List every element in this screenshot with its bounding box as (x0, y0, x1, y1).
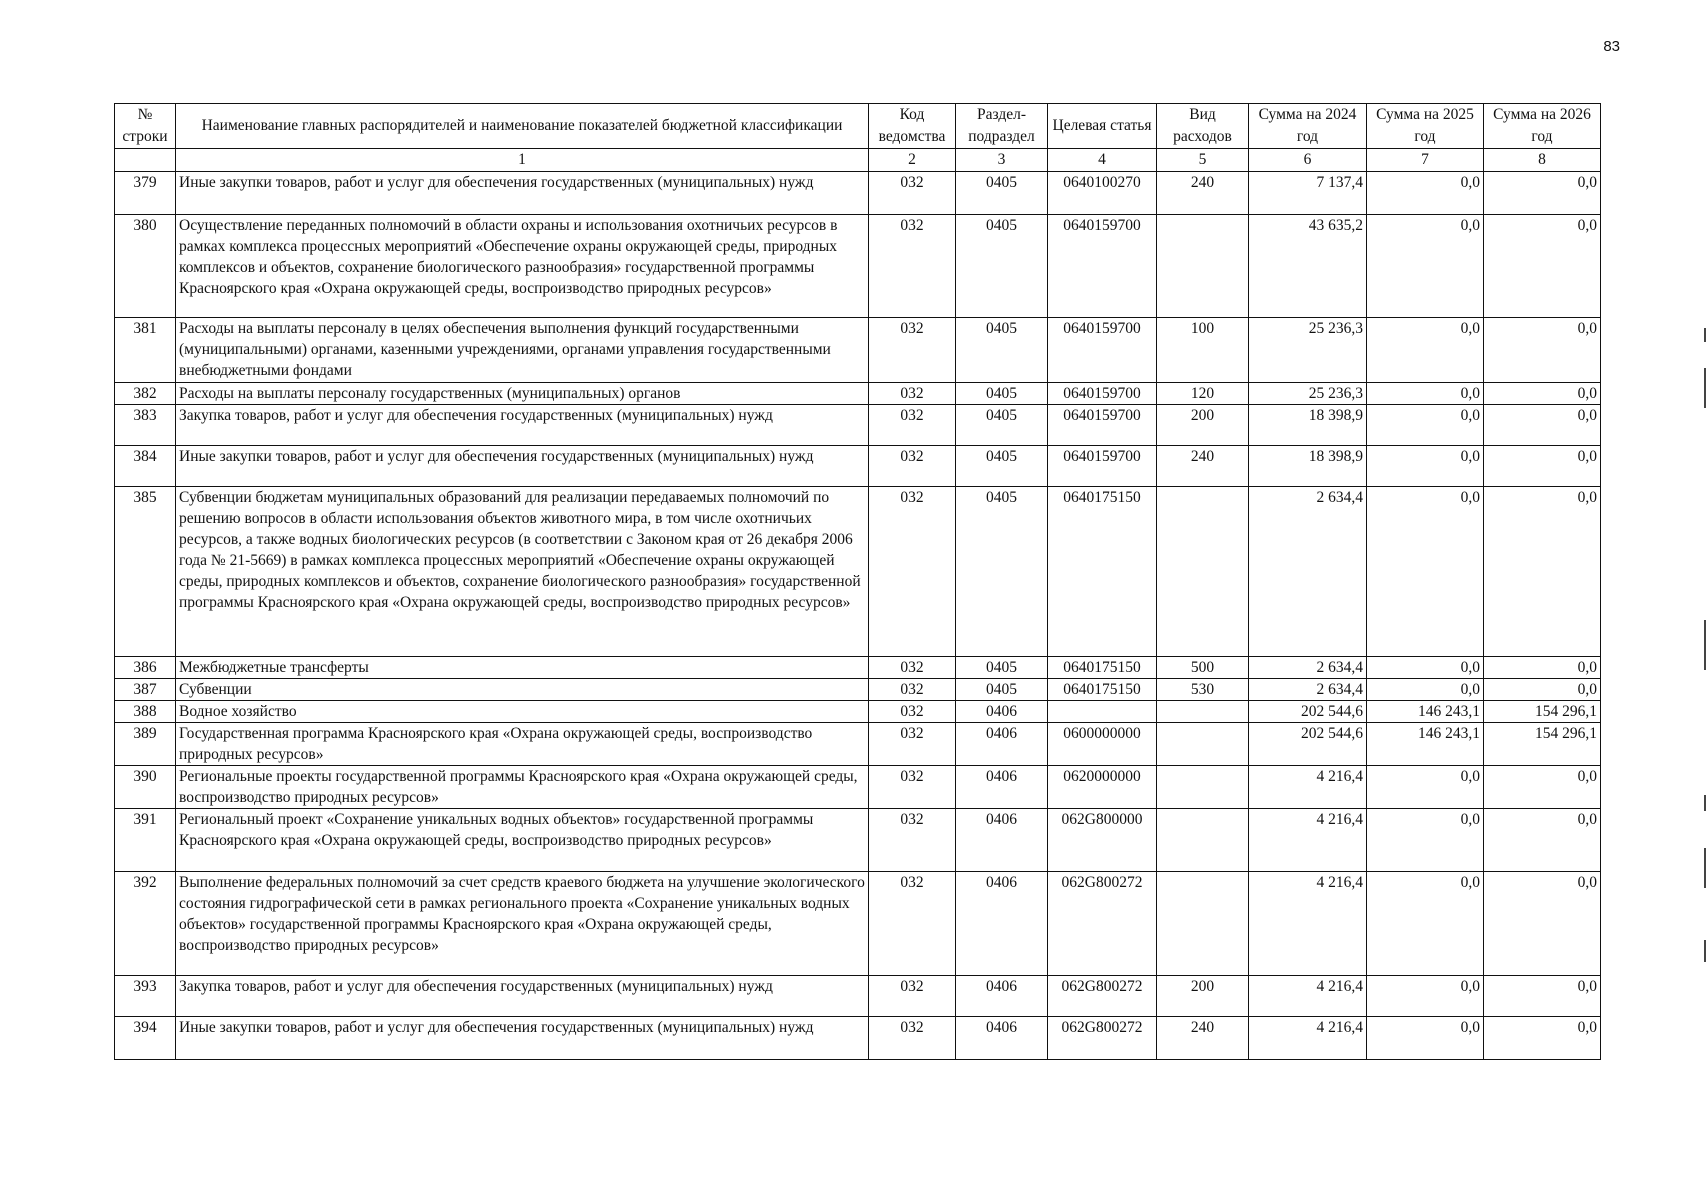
cell-s2024: 4 216,4 (1249, 809, 1367, 872)
cell-s2026: 0,0 (1484, 405, 1601, 446)
cell-num: 392 (115, 872, 176, 976)
cell-code: 032 (869, 487, 956, 657)
cell-code: 032 (869, 446, 956, 487)
header-section: Раздел-подраздел (956, 104, 1048, 149)
cell-num: 381 (115, 318, 176, 383)
cell-tgt: 0620000000 (1048, 766, 1157, 809)
cell-code: 032 (869, 872, 956, 976)
cell-s2026: 0,0 (1484, 809, 1601, 872)
budget-table (114, 103, 1601, 1060)
header-num: № строки (115, 104, 176, 149)
cell-code: 032 (869, 701, 956, 723)
cell-name: Выполнение федеральных полномочий за счет средств краевого бюджета на улучшение экологического состояния гидрографической сети в рамках регионального проекта «Сохранение уникальных водных объектов» государственной программы Красноярского края «Охрана окружающей среды, воспроизводство природных ресурсов» (176, 872, 869, 976)
cell-sec: 0405 (956, 446, 1048, 487)
cell-s2025: 0,0 (1367, 1017, 1484, 1060)
cell-sec: 0405 (956, 657, 1048, 679)
cell-num: 386 (115, 657, 176, 679)
cell-name: Осуществление переданных полномочий в области охраны и использования охотничьих ресурсов в рамках комплекса процессных мероприятий «Обеспечение охраны окружающей среды, природных комплексов и объектов, сохранение биологического разнообразия» государственной программы Красноярского края «Охрана окружающей среды, воспроизводство природных ресурсов» (176, 215, 869, 318)
cell-code: 032 (869, 809, 956, 872)
cell-num: 385 (115, 487, 176, 657)
cell-sec: 0405 (956, 215, 1048, 318)
header-type: Вид расходов (1157, 104, 1249, 149)
cell-code: 032 (869, 318, 956, 383)
cell-code: 032 (869, 215, 956, 318)
table-row (115, 766, 1601, 809)
cell-s2026: 0,0 (1484, 679, 1601, 701)
cell-typ: 530 (1157, 679, 1249, 701)
cell-code: 032 (869, 766, 956, 809)
cell-name: Иные закупки товаров, работ и услуг для обеспечения государственных (муниципальных) нужд (176, 446, 869, 487)
header-row (115, 104, 1601, 149)
cell-num: 379 (115, 172, 176, 215)
cell-name: Межбюджетные трансферты (176, 657, 869, 679)
cell-s2025: 0,0 (1367, 487, 1484, 657)
cell-typ: 100 (1157, 318, 1249, 383)
table-row (115, 976, 1601, 1017)
table-row (115, 318, 1601, 383)
cell-s2024: 2 634,4 (1249, 487, 1367, 657)
cell-s2026: 0,0 (1484, 766, 1601, 809)
table-row (115, 405, 1601, 446)
cell-num: 388 (115, 701, 176, 723)
cell-s2024: 4 216,4 (1249, 976, 1367, 1017)
column-index: 1 (176, 149, 869, 172)
column-index-row (115, 149, 1601, 172)
cell-s2025: 146 243,1 (1367, 701, 1484, 723)
cell-s2025: 0,0 (1367, 657, 1484, 679)
header-name: Наименование главных распорядителей и наименование показателей бюджетной классификации (176, 104, 869, 149)
column-index: 4 (1048, 149, 1157, 172)
table-row (115, 1017, 1601, 1060)
cell-name: Закупка товаров, работ и услуг для обеспечения государственных (муниципальных) нужд (176, 405, 869, 446)
cell-num: 394 (115, 1017, 176, 1060)
cell-sec: 0406 (956, 701, 1048, 723)
cell-name: Региональные проекты государственной программы Красноярского края «Охрана окружающей среды, воспроизводство природных ресурсов» (176, 766, 869, 809)
cell-sec: 0406 (956, 976, 1048, 1017)
cell-typ (1157, 487, 1249, 657)
header-sum-2026: Сумма на 2026 год (1484, 104, 1601, 149)
cell-sec: 0406 (956, 1017, 1048, 1060)
cell-name: Субвенции (176, 679, 869, 701)
cell-sec: 0405 (956, 172, 1048, 215)
cell-code: 032 (869, 976, 956, 1017)
cell-s2026: 0,0 (1484, 487, 1601, 657)
cell-num: 391 (115, 809, 176, 872)
page-number: 83 (1603, 38, 1620, 55)
table-row (115, 657, 1601, 679)
cell-typ: 200 (1157, 405, 1249, 446)
cell-s2026: 0,0 (1484, 976, 1601, 1017)
table-row (115, 679, 1601, 701)
cell-num: 384 (115, 446, 176, 487)
cell-typ: 500 (1157, 657, 1249, 679)
cell-name: Расходы на выплаты персоналу в целях обеспечения выполнения функций государственными (муниципальными) органами, казенными учреждениями, органами управления государственными внебюджетными фондами (176, 318, 869, 383)
table-row (115, 701, 1601, 723)
cell-tgt: 062G800272 (1048, 1017, 1157, 1060)
cell-tgt: 0640175150 (1048, 679, 1157, 701)
cell-name: Расходы на выплаты персоналу государственных (муниципальных) органов (176, 383, 869, 405)
table-row (115, 172, 1601, 215)
cell-s2024: 4 216,4 (1249, 1017, 1367, 1060)
column-index: 8 (1484, 149, 1601, 172)
cell-s2024: 25 236,3 (1249, 318, 1367, 383)
cell-typ: 240 (1157, 446, 1249, 487)
cell-s2026: 0,0 (1484, 318, 1601, 383)
cell-code: 032 (869, 723, 956, 766)
cell-tgt: 0640159700 (1048, 215, 1157, 318)
cell-s2024: 2 634,4 (1249, 657, 1367, 679)
cell-s2025: 0,0 (1367, 872, 1484, 976)
cell-s2025: 0,0 (1367, 318, 1484, 383)
cell-s2024: 18 398,9 (1249, 446, 1367, 487)
table-row (115, 809, 1601, 872)
cell-s2025: 0,0 (1367, 766, 1484, 809)
cell-typ: 240 (1157, 1017, 1249, 1060)
cell-sec: 0406 (956, 809, 1048, 872)
cell-tgt: 062G800272 (1048, 976, 1157, 1017)
cell-code: 032 (869, 679, 956, 701)
table-row (115, 723, 1601, 766)
cell-s2024: 18 398,9 (1249, 405, 1367, 446)
cell-s2024: 202 544,6 (1249, 723, 1367, 766)
column-index (115, 149, 176, 172)
cell-s2026: 154 296,1 (1484, 701, 1601, 723)
cell-sec: 0405 (956, 383, 1048, 405)
cell-name: Закупка товаров, работ и услуг для обеспечения государственных (муниципальных) нужд (176, 976, 869, 1017)
cell-typ: 120 (1157, 383, 1249, 405)
cell-s2024: 2 634,4 (1249, 679, 1367, 701)
cell-code: 032 (869, 657, 956, 679)
cell-sec: 0406 (956, 723, 1048, 766)
cell-sec: 0405 (956, 318, 1048, 383)
cell-s2026: 0,0 (1484, 657, 1601, 679)
cell-s2025: 0,0 (1367, 172, 1484, 215)
cell-num: 387 (115, 679, 176, 701)
cell-s2024: 4 216,4 (1249, 766, 1367, 809)
cell-s2024: 43 635,2 (1249, 215, 1367, 318)
cell-s2024: 7 137,4 (1249, 172, 1367, 215)
table-row (115, 215, 1601, 318)
header-code: Код ведомства (869, 104, 956, 149)
cell-num: 393 (115, 976, 176, 1017)
cell-tgt: 0640159700 (1048, 318, 1157, 383)
cell-tgt: 0640175150 (1048, 657, 1157, 679)
cell-s2025: 0,0 (1367, 383, 1484, 405)
cell-sec: 0405 (956, 405, 1048, 446)
column-index: 6 (1249, 149, 1367, 172)
cell-s2026: 0,0 (1484, 172, 1601, 215)
table-row (115, 446, 1601, 487)
cell-tgt (1048, 701, 1157, 723)
cell-typ (1157, 872, 1249, 976)
cell-tgt: 0640159700 (1048, 405, 1157, 446)
cell-num: 383 (115, 405, 176, 446)
cell-name: Региональный проект «Сохранение уникальных водных объектов» государственной программы Красноярского края «Охрана окружающей среды, воспроизводство природных ресурсов» (176, 809, 869, 872)
cell-s2025: 0,0 (1367, 809, 1484, 872)
cell-num: 389 (115, 723, 176, 766)
cell-s2025: 0,0 (1367, 405, 1484, 446)
cell-name: Водное хозяйство (176, 701, 869, 723)
cell-s2025: 0,0 (1367, 679, 1484, 701)
cell-sec: 0405 (956, 487, 1048, 657)
cell-tgt: 0600000000 (1048, 723, 1157, 766)
cell-s2025: 146 243,1 (1367, 723, 1484, 766)
cell-code: 032 (869, 405, 956, 446)
cell-s2025: 0,0 (1367, 446, 1484, 487)
cell-num: 390 (115, 766, 176, 809)
header-sum-2025: Сумма на 2025 год (1367, 104, 1484, 149)
cell-s2025: 0,0 (1367, 215, 1484, 318)
cell-sec: 0405 (956, 679, 1048, 701)
cell-sec: 0406 (956, 872, 1048, 976)
cell-s2026: 154 296,1 (1484, 723, 1601, 766)
table-row (115, 383, 1601, 405)
cell-tgt: 0640100270 (1048, 172, 1157, 215)
cell-s2025: 0,0 (1367, 976, 1484, 1017)
cell-code: 032 (869, 1017, 956, 1060)
cell-code: 032 (869, 172, 956, 215)
cell-s2026: 0,0 (1484, 383, 1601, 405)
cell-tgt: 0640175150 (1048, 487, 1157, 657)
cell-tgt: 0640159700 (1048, 446, 1157, 487)
cell-s2026: 0,0 (1484, 872, 1601, 976)
cell-typ (1157, 766, 1249, 809)
cell-code: 032 (869, 383, 956, 405)
cell-typ (1157, 723, 1249, 766)
cell-sec: 0406 (956, 766, 1048, 809)
header-target: Целевая статья (1048, 104, 1157, 149)
cell-s2024: 202 544,6 (1249, 701, 1367, 723)
cell-num: 382 (115, 383, 176, 405)
header-sum-2024: Сумма на 2024 год (1249, 104, 1367, 149)
cell-num: 380 (115, 215, 176, 318)
cell-s2024: 25 236,3 (1249, 383, 1367, 405)
column-index: 3 (956, 149, 1048, 172)
cell-tgt: 062G800272 (1048, 872, 1157, 976)
cell-tgt: 0640159700 (1048, 383, 1157, 405)
cell-s2026: 0,0 (1484, 215, 1601, 318)
column-index: 7 (1367, 149, 1484, 172)
cell-s2026: 0,0 (1484, 1017, 1601, 1060)
column-index: 2 (869, 149, 956, 172)
cell-s2024: 4 216,4 (1249, 872, 1367, 976)
cell-typ (1157, 215, 1249, 318)
cell-typ (1157, 809, 1249, 872)
cell-s2026: 0,0 (1484, 446, 1601, 487)
cell-typ (1157, 701, 1249, 723)
cell-tgt: 062G800000 (1048, 809, 1157, 872)
cell-name: Государственная программа Красноярского края «Охрана окружающей среды, воспроизводство природных ресурсов» (176, 723, 869, 766)
cell-name: Иные закупки товаров, работ и услуг для обеспечения государственных (муниципальных) нужд (176, 172, 869, 215)
table-row (115, 872, 1601, 976)
cell-typ: 240 (1157, 172, 1249, 215)
column-index: 5 (1157, 149, 1249, 172)
cell-name: Субвенции бюджетам муниципальных образований для реализации передаваемых полномочий по решению вопросов в области использования объектов животного мира, в том числе охотничьих ресурсов, а также водных биологических ресурсов (в соответствии с Законом края от 26 декабря 2006 года № 21-5669) в рамках комплекса процессных мероприятий «Обеспечение охраны окружающей среды, природных комплексов и объектов, сохранение биологического разнообразия» государственной программы Красноярского края «Охрана окружающей среды, воспроизводство природных ресурсов» (176, 487, 869, 657)
cell-name: Иные закупки товаров, работ и услуг для обеспечения государственных (муниципальных) нужд (176, 1017, 869, 1060)
table-row (115, 487, 1601, 657)
cell-typ: 200 (1157, 976, 1249, 1017)
